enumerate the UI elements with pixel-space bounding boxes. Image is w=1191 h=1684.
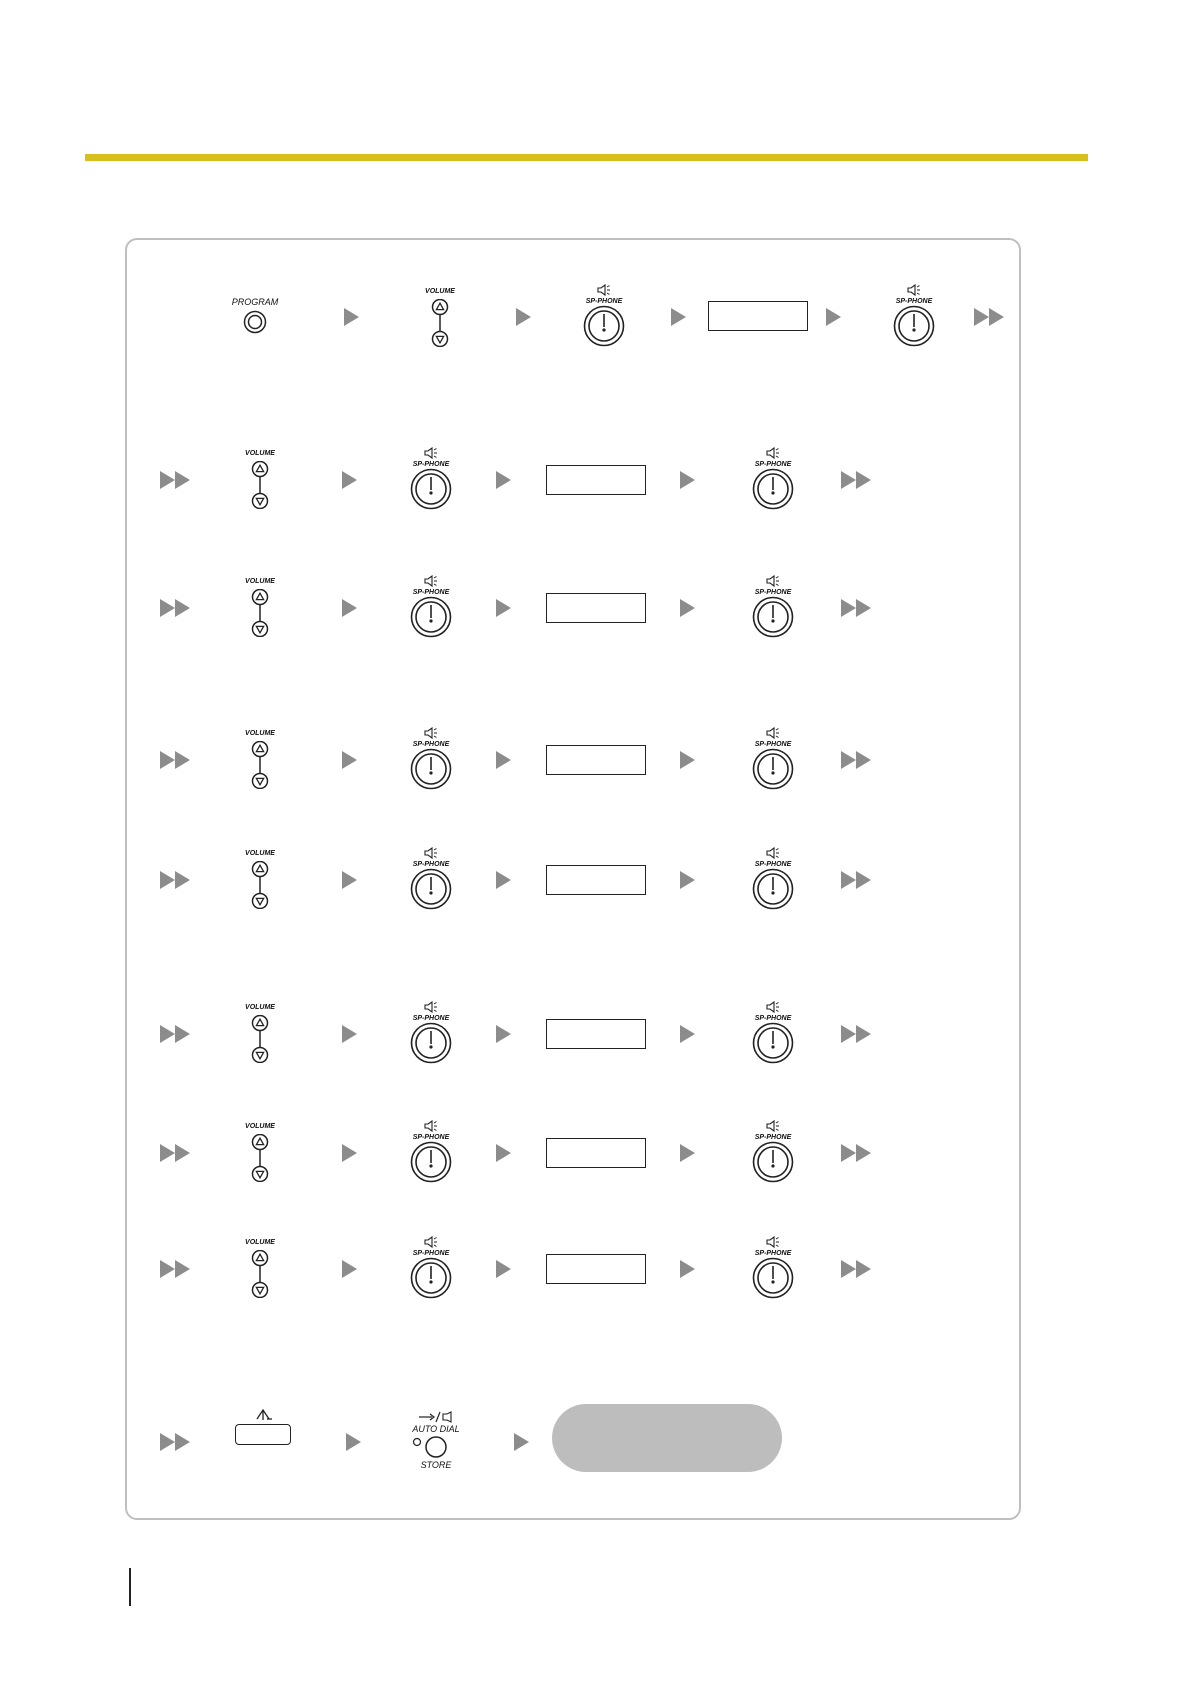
- arrow-next-icon: [680, 871, 695, 889]
- sp-phone-button-icon[interactable]: [752, 468, 794, 510]
- double-arrow-continue-icon: [841, 599, 871, 617]
- arrow-next-icon: [496, 751, 511, 769]
- sp-phone-label: SP-PHONE: [412, 1134, 450, 1141]
- arrow-next-icon: [680, 1025, 695, 1043]
- arrow-next-icon: [680, 1144, 695, 1162]
- double-arrow-continue-icon: [841, 1144, 871, 1162]
- arrow-next-icon: [342, 599, 357, 617]
- volume-label: VOLUME: [245, 1123, 275, 1130]
- speaker-icon: [766, 727, 780, 739]
- flash-recall-symbol-icon: [253, 1409, 273, 1421]
- sp-phone-label: SP-PHONE: [754, 1134, 792, 1141]
- double-arrow-continue-icon: [160, 1260, 190, 1278]
- double-arrow-continue-icon: [841, 751, 871, 769]
- double-arrow-continue-icon: [974, 308, 1004, 326]
- auto-dial-label: AUTO DIAL: [412, 1424, 460, 1434]
- sp-phone-label: SP-PHONE: [412, 461, 450, 468]
- double-arrow-continue-icon: [160, 599, 190, 617]
- program-label: PROGRAM: [231, 297, 279, 307]
- sp-phone-label: SP-PHONE: [754, 589, 792, 596]
- arrow-next-icon: [496, 1144, 511, 1162]
- volume-label: VOLUME: [245, 450, 275, 457]
- speaker-icon: [597, 284, 611, 296]
- volume-up-down-icon[interactable]: [249, 861, 271, 909]
- sp-phone-label: SP-PHONE: [412, 741, 450, 748]
- sp-phone-label: SP-PHONE: [412, 589, 450, 596]
- lcd-display: [546, 745, 646, 775]
- sp-phone-label: SP-PHONE: [754, 861, 792, 868]
- sp-phone-button-icon[interactable]: [752, 748, 794, 790]
- arrow-next-icon: [680, 1260, 695, 1278]
- sp-phone-button-icon[interactable]: [893, 305, 935, 347]
- sp-phone-label: SP-PHONE: [412, 1250, 450, 1257]
- sp-phone-button-icon[interactable]: [410, 868, 452, 910]
- arrow-next-icon: [342, 1144, 357, 1162]
- volume-label: VOLUME: [425, 288, 455, 295]
- arrow-next-icon: [826, 308, 841, 326]
- arrow-next-icon: [680, 751, 695, 769]
- sp-phone-button-icon[interactable]: [410, 596, 452, 638]
- sp-phone-button-icon[interactable]: [752, 1141, 794, 1183]
- double-arrow-continue-icon: [160, 1433, 190, 1451]
- speaker-icon: [424, 1236, 438, 1248]
- auto-dial-store-button-icon[interactable]: [412, 1436, 454, 1462]
- lcd-display: [546, 593, 646, 623]
- double-arrow-continue-icon: [160, 1025, 190, 1043]
- arrow-next-icon: [496, 599, 511, 617]
- sp-phone-label: SP-PHONE: [754, 741, 792, 748]
- double-arrow-continue-icon: [160, 471, 190, 489]
- sp-phone-label: SP-PHONE: [585, 298, 623, 305]
- sp-phone-label: SP-PHONE: [754, 1015, 792, 1022]
- volume-label: VOLUME: [245, 1004, 275, 1011]
- double-arrow-continue-icon: [841, 1260, 871, 1278]
- result-placeholder: [552, 1404, 782, 1472]
- page-margin-line: [129, 1568, 131, 1606]
- sp-phone-label: SP-PHONE: [754, 461, 792, 468]
- volume-label: VOLUME: [245, 1239, 275, 1246]
- volume-up-down-icon[interactable]: [429, 299, 451, 347]
- arrow-next-icon: [342, 1260, 357, 1278]
- arrow-next-icon: [680, 599, 695, 617]
- arrow-next-icon: [346, 1433, 361, 1451]
- arrow-next-icon: [342, 871, 357, 889]
- double-arrow-continue-icon: [841, 1025, 871, 1043]
- sp-phone-button-icon[interactable]: [583, 305, 625, 347]
- sp-phone-button-icon[interactable]: [410, 468, 452, 510]
- double-arrow-continue-icon: [841, 471, 871, 489]
- speaker-icon: [766, 847, 780, 859]
- arrow-next-icon: [680, 471, 695, 489]
- speaker-icon: [424, 1120, 438, 1132]
- store-label: STORE: [420, 1460, 452, 1470]
- program-button-icon[interactable]: [243, 310, 267, 334]
- arrow-next-icon: [496, 471, 511, 489]
- speaker-icon: [766, 1120, 780, 1132]
- arrow-next-icon: [342, 471, 357, 489]
- speaker-icon: [766, 447, 780, 459]
- arrow-next-icon: [342, 1025, 357, 1043]
- lcd-display: [546, 465, 646, 495]
- speaker-icon: [424, 447, 438, 459]
- sp-phone-button-icon[interactable]: [752, 596, 794, 638]
- redial-symbol-icon: [418, 1411, 458, 1423]
- speaker-icon: [766, 575, 780, 587]
- sp-phone-label: SP-PHONE: [754, 1250, 792, 1257]
- arrow-next-icon: [344, 308, 359, 326]
- double-arrow-continue-icon: [841, 871, 871, 889]
- header-rule: [85, 154, 1088, 161]
- speaker-icon: [424, 575, 438, 587]
- volume-up-down-icon[interactable]: [249, 1015, 271, 1063]
- volume-label: VOLUME: [245, 850, 275, 857]
- sp-phone-button-icon[interactable]: [410, 1257, 452, 1299]
- sp-phone-button-icon[interactable]: [752, 868, 794, 910]
- double-arrow-continue-icon: [160, 871, 190, 889]
- sp-phone-button-icon[interactable]: [752, 1257, 794, 1299]
- speaker-icon: [907, 284, 921, 296]
- arrow-next-icon: [516, 308, 531, 326]
- arrow-next-icon: [496, 1260, 511, 1278]
- sp-phone-button-icon[interactable]: [410, 748, 452, 790]
- sp-phone-button-icon[interactable]: [410, 1022, 452, 1064]
- volume-up-down-icon[interactable]: [249, 1134, 271, 1182]
- speaker-icon: [766, 1236, 780, 1248]
- sp-phone-label: SP-PHONE: [895, 298, 933, 305]
- lcd-display: [546, 1019, 646, 1049]
- volume-up-down-icon[interactable]: [249, 741, 271, 789]
- arrow-next-icon: [671, 308, 686, 326]
- arrow-next-icon: [496, 1025, 511, 1043]
- speaker-icon: [424, 847, 438, 859]
- volume-up-down-icon[interactable]: [249, 461, 271, 509]
- lcd-display: [546, 1138, 646, 1168]
- arrow-next-icon: [496, 871, 511, 889]
- sp-phone-button-icon[interactable]: [752, 1022, 794, 1064]
- double-arrow-continue-icon: [160, 1144, 190, 1162]
- volume-label: VOLUME: [245, 578, 275, 585]
- speaker-icon: [766, 1001, 780, 1013]
- volume-up-down-icon[interactable]: [249, 1250, 271, 1298]
- sp-phone-button-icon[interactable]: [410, 1141, 452, 1183]
- double-arrow-continue-icon: [160, 751, 190, 769]
- arrow-next-icon: [342, 751, 357, 769]
- arrow-next-icon: [514, 1433, 529, 1451]
- lcd-display: [546, 1254, 646, 1284]
- lcd-display: [708, 301, 808, 331]
- flash-recall-key[interactable]: [235, 1424, 291, 1445]
- lcd-display: [546, 865, 646, 895]
- sp-phone-label: SP-PHONE: [412, 861, 450, 868]
- volume-up-down-icon[interactable]: [249, 589, 271, 637]
- speaker-icon: [424, 1001, 438, 1013]
- volume-label: VOLUME: [245, 730, 275, 737]
- sp-phone-label: SP-PHONE: [412, 1015, 450, 1022]
- speaker-icon: [424, 727, 438, 739]
